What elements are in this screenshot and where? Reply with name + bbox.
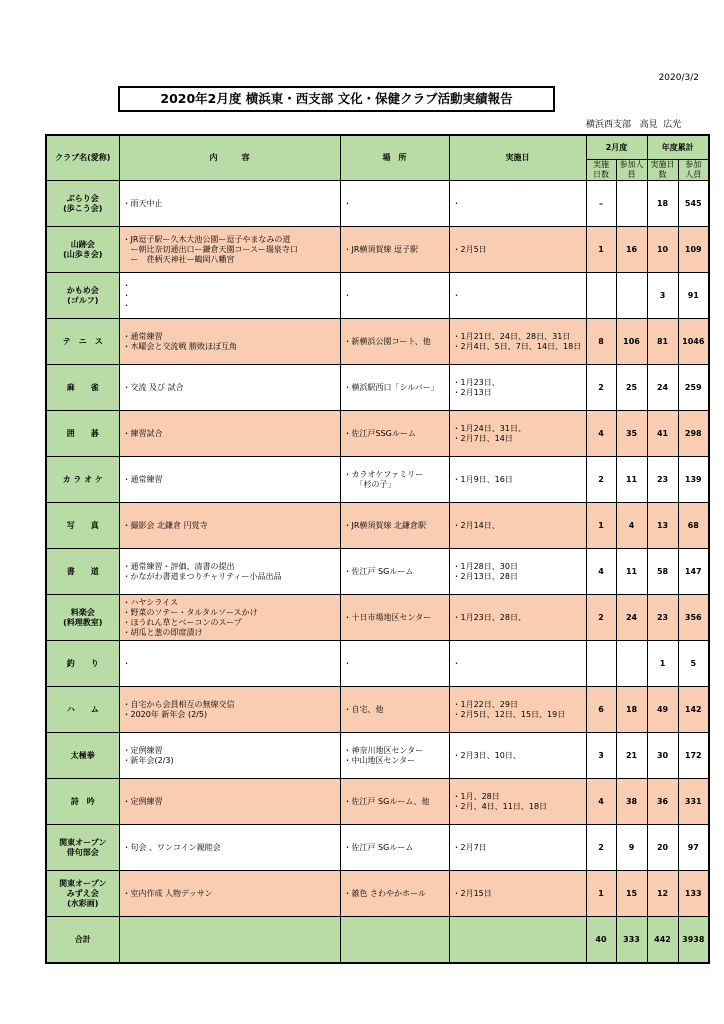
month-days-cell: 8: [586, 319, 616, 365]
dates-cell: [449, 319, 586, 365]
table-row: [46, 733, 709, 779]
dates-cell: [449, 779, 586, 825]
year-days-cell: 49: [647, 687, 678, 733]
table-row: [46, 641, 709, 687]
place-line: ・中山地区センター: [343, 755, 416, 765]
content-line: ・通常練習・評価、清書の提出: [122, 561, 235, 571]
report-title: 2020年2月度 横浜東・西支部 文化・保健クラブ活動実績報告: [118, 86, 555, 112]
place-line: ・佐江戸 SGルーム、他: [343, 796, 430, 806]
content-line: ・通常練習: [122, 331, 163, 341]
year-people-cell: 298: [678, 411, 709, 457]
content-cell: [119, 549, 340, 595]
table-row: [46, 503, 709, 549]
year-days-cell: 3: [647, 273, 678, 319]
col-header-month-people: 参加人員: [616, 160, 647, 181]
month-days-cell: 4: [586, 779, 616, 825]
col-header-year-days: 実施日数: [647, 160, 678, 181]
club-name-cell: [46, 641, 119, 687]
club-name-line: (料理教室): [63, 617, 103, 627]
place-line: ・: [343, 290, 352, 300]
year-days-cell: 30: [647, 733, 678, 779]
year-days-cell: 20: [647, 825, 678, 871]
dates-cell: [449, 641, 586, 687]
table-row: [46, 227, 709, 273]
place-cell: [340, 411, 449, 457]
place-cell: [340, 825, 449, 871]
content-line: ・練習試合: [122, 428, 163, 438]
month-people-cell: [616, 181, 647, 227]
dates-cell: [449, 871, 586, 917]
month-people-cell: 18: [616, 687, 647, 733]
club-name-cell: [46, 825, 119, 871]
club-name-cell: [46, 595, 119, 641]
content-cell: [119, 319, 340, 365]
col-header-place: 場 所: [340, 135, 449, 181]
content-line: ・JR逗子駅ー久木大池公園ー逗子やまなみの道: [122, 234, 291, 244]
content-cell: [119, 365, 340, 411]
place-line: ・佐江戸 SGルーム: [343, 842, 414, 852]
month-days-cell: 1: [586, 227, 616, 273]
month-people-cell: [616, 273, 647, 319]
content-line: ・撮影会 北鎌倉 円覚寺: [122, 520, 208, 530]
month-people-cell: 24: [616, 595, 647, 641]
month-days-cell: 2: [586, 595, 616, 641]
col-header-year: 年度累計: [647, 135, 709, 160]
activity-table: [45, 134, 710, 964]
month-people-cell: 15: [616, 871, 647, 917]
content-line: ・ほうれん草とベーコンのスープ: [122, 617, 242, 627]
place-cell: [340, 549, 449, 595]
club-name-cell: [46, 181, 119, 227]
table-row: [46, 825, 709, 871]
year-days-cell: 41: [647, 411, 678, 457]
table-body: [46, 181, 709, 964]
club-name-cell: [46, 549, 119, 595]
content-cell: [119, 641, 340, 687]
content-line: ・交流 及び 試合: [122, 382, 184, 392]
month-people-cell: 16: [616, 227, 647, 273]
content-line: ・胡瓜と葱の即席漬け: [122, 627, 203, 637]
content-line: ・ハヤシライス: [122, 597, 179, 607]
club-name-line: ぶらり会: [66, 193, 99, 203]
report-date: 2020/3/2: [658, 73, 699, 83]
content-line: ー 荏柄天神社ー鶴岡八幡宮: [122, 254, 235, 264]
club-name-cell: [46, 411, 119, 457]
year-days-cell: 81: [647, 319, 678, 365]
content-line: ・室内作成 人物デッサン: [122, 888, 213, 898]
place-cell: [340, 319, 449, 365]
month-days-cell: 2: [586, 457, 616, 503]
club-name-line: テ ニ ス: [62, 336, 103, 346]
month-people-cell: [616, 641, 647, 687]
year-people-cell: 97: [678, 825, 709, 871]
dates-cell: [449, 457, 586, 503]
content-cell: [119, 733, 340, 779]
year-people-cell: 1046: [678, 319, 709, 365]
year-people-cell: 259: [678, 365, 709, 411]
month-people-cell: 38: [616, 779, 647, 825]
place-line: ・横浜駅西口「シルバー」: [343, 382, 439, 392]
dates-line: ・: [452, 658, 461, 668]
place-line: ・JR横須賀線 逗子駅: [343, 244, 418, 254]
col-header-content: 内 容: [119, 135, 340, 181]
dates-line: ・2月7日、14日: [452, 433, 513, 443]
dates-line: ・1月23日、28日、: [452, 612, 526, 622]
place-line: ・自宅、他: [343, 704, 384, 714]
club-name-cell: [46, 733, 119, 779]
month-days-cell: 2: [586, 365, 616, 411]
table-row: [46, 457, 709, 503]
dates-line: ・1月22日、29日: [452, 699, 518, 709]
club-name-line: 料楽会: [70, 607, 95, 617]
club-name-cell: [46, 687, 119, 733]
month-days-cell: 1: [586, 871, 616, 917]
month-people-cell: 9: [616, 825, 647, 871]
month-people-cell: 21: [616, 733, 647, 779]
content-line: ー朝比奈切通出口ー鎌倉天園コースー瑞泉寺口: [122, 244, 298, 254]
month-people-cell: 106: [616, 319, 647, 365]
total-year-people: 3938: [678, 917, 709, 964]
year-days-cell: 13: [647, 503, 678, 549]
month-people-cell: 11: [616, 549, 647, 595]
table-row: [46, 595, 709, 641]
content-cell: [119, 181, 340, 227]
month-days-cell: 4: [586, 549, 616, 595]
place-cell: [340, 273, 449, 319]
col-header-club: クラブ名(愛称): [46, 135, 119, 181]
table-row: [46, 549, 709, 595]
club-name-line: 麻 雀: [66, 382, 99, 392]
table-row: [46, 273, 709, 319]
dates-line: ・2月13日: [452, 387, 492, 397]
dates-line: ・2月15日: [452, 888, 492, 898]
content-cell: [119, 595, 340, 641]
place-line: ・: [343, 198, 352, 208]
col-header-dates: 実施日: [449, 135, 586, 181]
content-line: ・定例練習: [122, 745, 163, 755]
content-line: ・雨天中止: [122, 198, 163, 208]
year-people-cell: 331: [678, 779, 709, 825]
content-line: ・野菜のソテー・タルタルソースかけ: [122, 607, 258, 617]
dates-line: ・1月、28日: [452, 791, 500, 801]
dates-line: ・1月21日、24日、28日、31日: [452, 331, 571, 341]
place-cell: [340, 457, 449, 503]
dates-line: ・2月5日、12日、15日、19日: [452, 709, 566, 719]
club-name-line: (歩こう会): [63, 203, 103, 213]
content-line: ・: [122, 280, 131, 290]
table-row: [46, 687, 709, 733]
dates-line: ・2月14日、: [452, 520, 500, 530]
year-people-cell: 142: [678, 687, 709, 733]
year-people-cell: 5: [678, 641, 709, 687]
club-name-line: 釣 り: [66, 658, 99, 668]
club-name-line: 写 真: [66, 520, 99, 530]
place-cell: [340, 871, 449, 917]
year-people-cell: 133: [678, 871, 709, 917]
month-days-cell: 2: [586, 825, 616, 871]
club-name-cell: [46, 319, 119, 365]
total-label: 合計: [46, 917, 119, 964]
table-row: [46, 365, 709, 411]
year-days-cell: 36: [647, 779, 678, 825]
dates-line: ・2月3日、10日、: [452, 750, 521, 760]
content-cell: [119, 779, 340, 825]
dates-line: ・1月28日、30日: [452, 561, 518, 571]
total-year-days: 442: [647, 917, 678, 964]
year-days-cell: 12: [647, 871, 678, 917]
place-line: ・雑色 さわやかホール: [343, 888, 426, 898]
place-cell: [340, 503, 449, 549]
club-name-line: (水彩画): [67, 898, 99, 908]
place-cell: [340, 595, 449, 641]
dates-line: ・2月5日: [452, 244, 487, 254]
dates-line: ・1月9日、16日: [452, 474, 513, 484]
dates-cell: [449, 365, 586, 411]
month-days-cell: 1: [586, 503, 616, 549]
dates-cell: [449, 227, 586, 273]
club-name-line: (ゴルフ): [67, 295, 99, 305]
content-cell: [119, 273, 340, 319]
place-cell: [340, 641, 449, 687]
content-line: ・定例練習: [122, 796, 163, 806]
year-people-cell: 68: [678, 503, 709, 549]
dates-cell: [449, 549, 586, 595]
club-name-line: 俳句部会: [66, 847, 99, 857]
month-days-cell: [586, 641, 616, 687]
content-line: ・かながわ書道まつりチャリティー小品出品: [122, 571, 282, 581]
dates-cell: [449, 503, 586, 549]
table-row: [46, 411, 709, 457]
total-month-days: 40: [586, 917, 616, 964]
club-name-cell: [46, 365, 119, 411]
place-line: ・JR横須賀線 北鎌倉駅: [343, 520, 426, 530]
club-name-line: みずえ会: [66, 888, 99, 898]
place-cell: [340, 181, 449, 227]
dates-line: ・2月4日、5日、7日、14日、18日: [452, 341, 582, 351]
content-cell: [119, 227, 340, 273]
col-header-month-days: 実施日数: [586, 160, 616, 181]
content-line: ・句会 、ワンコイン親睦会: [122, 842, 221, 852]
year-days-cell: 18: [647, 181, 678, 227]
dates-line: ・1月23日、: [452, 377, 500, 387]
content-cell: [119, 825, 340, 871]
club-name-cell: [46, 871, 119, 917]
month-days-cell: 4: [586, 411, 616, 457]
club-name-cell: [46, 503, 119, 549]
col-header-year-people: 参加人員: [678, 160, 709, 181]
place-cell: [340, 779, 449, 825]
content-cell: [119, 503, 340, 549]
year-people-cell: 545: [678, 181, 709, 227]
col-header-month: 2月度: [586, 135, 647, 160]
content-line: ・: [122, 300, 131, 310]
club-name-line: 太極拳: [70, 750, 95, 760]
year-days-cell: 1: [647, 641, 678, 687]
club-name-line: 詩 吟: [70, 796, 95, 806]
place-line: ・佐江戸SSGルーム: [343, 428, 416, 438]
year-people-cell: 109: [678, 227, 709, 273]
dates-cell: [449, 733, 586, 779]
year-days-cell: 24: [647, 365, 678, 411]
place-line: 「杉の子」: [343, 479, 396, 489]
club-name-line: 書 道: [66, 566, 99, 576]
dates-cell: [449, 825, 586, 871]
content-line: ・2020年 新年会 (2/5): [122, 709, 208, 719]
club-name-cell: [46, 779, 119, 825]
table-row: [46, 871, 709, 917]
table-row: [46, 779, 709, 825]
dates-line: ・: [452, 290, 461, 300]
year-days-cell: 23: [647, 457, 678, 503]
content-line: ・: [122, 658, 131, 668]
month-people-cell: 25: [616, 365, 647, 411]
table-row: [46, 319, 709, 365]
total-month-people: 333: [616, 917, 647, 964]
place-cell: [340, 227, 449, 273]
club-name-line: (山歩き会): [63, 249, 103, 259]
dates-cell: [449, 411, 586, 457]
club-name-cell: [46, 457, 119, 503]
dates-cell: [449, 181, 586, 227]
dates-line: ・2月、4日、11日、18日: [452, 801, 548, 811]
place-line: ・十日市場地区センター: [343, 612, 432, 622]
month-people-cell: 35: [616, 411, 647, 457]
club-name-line: カ ラ オ ケ: [62, 474, 103, 484]
content-cell: [119, 871, 340, 917]
club-name-line: ハ ム: [66, 704, 99, 714]
month-people-cell: 11: [616, 457, 647, 503]
club-name-cell: [46, 227, 119, 273]
club-name-line: かもめ会: [66, 285, 99, 295]
place-line: ・神奈川地区センター: [343, 745, 424, 755]
month-days-cell: –: [586, 181, 616, 227]
table-row: [46, 181, 709, 227]
month-days-cell: 6: [586, 687, 616, 733]
total-row: [46, 917, 709, 964]
dates-line: ・2月13日、28日: [452, 571, 518, 581]
year-people-cell: 139: [678, 457, 709, 503]
report-author: 横浜西支部 高見 広光: [586, 120, 682, 130]
content-line: ・新年会(2/3): [122, 755, 174, 765]
year-people-cell: 172: [678, 733, 709, 779]
place-cell: [340, 687, 449, 733]
year-days-cell: 58: [647, 549, 678, 595]
month-people-cell: 4: [616, 503, 647, 549]
dates-cell: [449, 687, 586, 733]
year-people-cell: 356: [678, 595, 709, 641]
total-empty-cell: [119, 917, 340, 964]
year-days-cell: 10: [647, 227, 678, 273]
content-cell: [119, 457, 340, 503]
content-cell: [119, 687, 340, 733]
year-people-cell: 91: [678, 273, 709, 319]
year-people-cell: 147: [678, 549, 709, 595]
dates-cell: [449, 273, 586, 319]
content-line: ・: [122, 290, 131, 300]
club-name-line: 関東オープン: [59, 837, 107, 847]
year-days-cell: 23: [647, 595, 678, 641]
content-cell: [119, 411, 340, 457]
content-line: ・通常練習: [122, 474, 163, 484]
month-days-cell: [586, 273, 616, 319]
place-cell: [340, 365, 449, 411]
dates-cell: [449, 595, 586, 641]
place-cell: [340, 733, 449, 779]
month-days-cell: 3: [586, 733, 616, 779]
dates-line: ・2月7日: [452, 842, 487, 852]
content-line: ・木曜会と交流戦 勝敗ほぼ互角: [122, 341, 238, 351]
place-line: ・カラオケファミリー: [343, 469, 424, 479]
dates-line: ・: [452, 198, 461, 208]
club-name-line: 囲 碁: [66, 428, 99, 438]
place-line: ・佐江戸 SGルーム: [343, 566, 414, 576]
total-empty-cell: [340, 917, 449, 964]
dates-line: ・1月24日、31日、: [452, 423, 526, 433]
total-empty-cell: [449, 917, 586, 964]
club-name-line: 山跡会: [70, 239, 95, 249]
club-name-line: 関東オープン: [59, 878, 107, 888]
place-line: ・新横浜公園コート、他: [343, 336, 431, 346]
content-line: ・自宅から会員相互の無線交信: [122, 699, 235, 709]
place-line: ・: [343, 658, 352, 668]
club-name-cell: [46, 273, 119, 319]
